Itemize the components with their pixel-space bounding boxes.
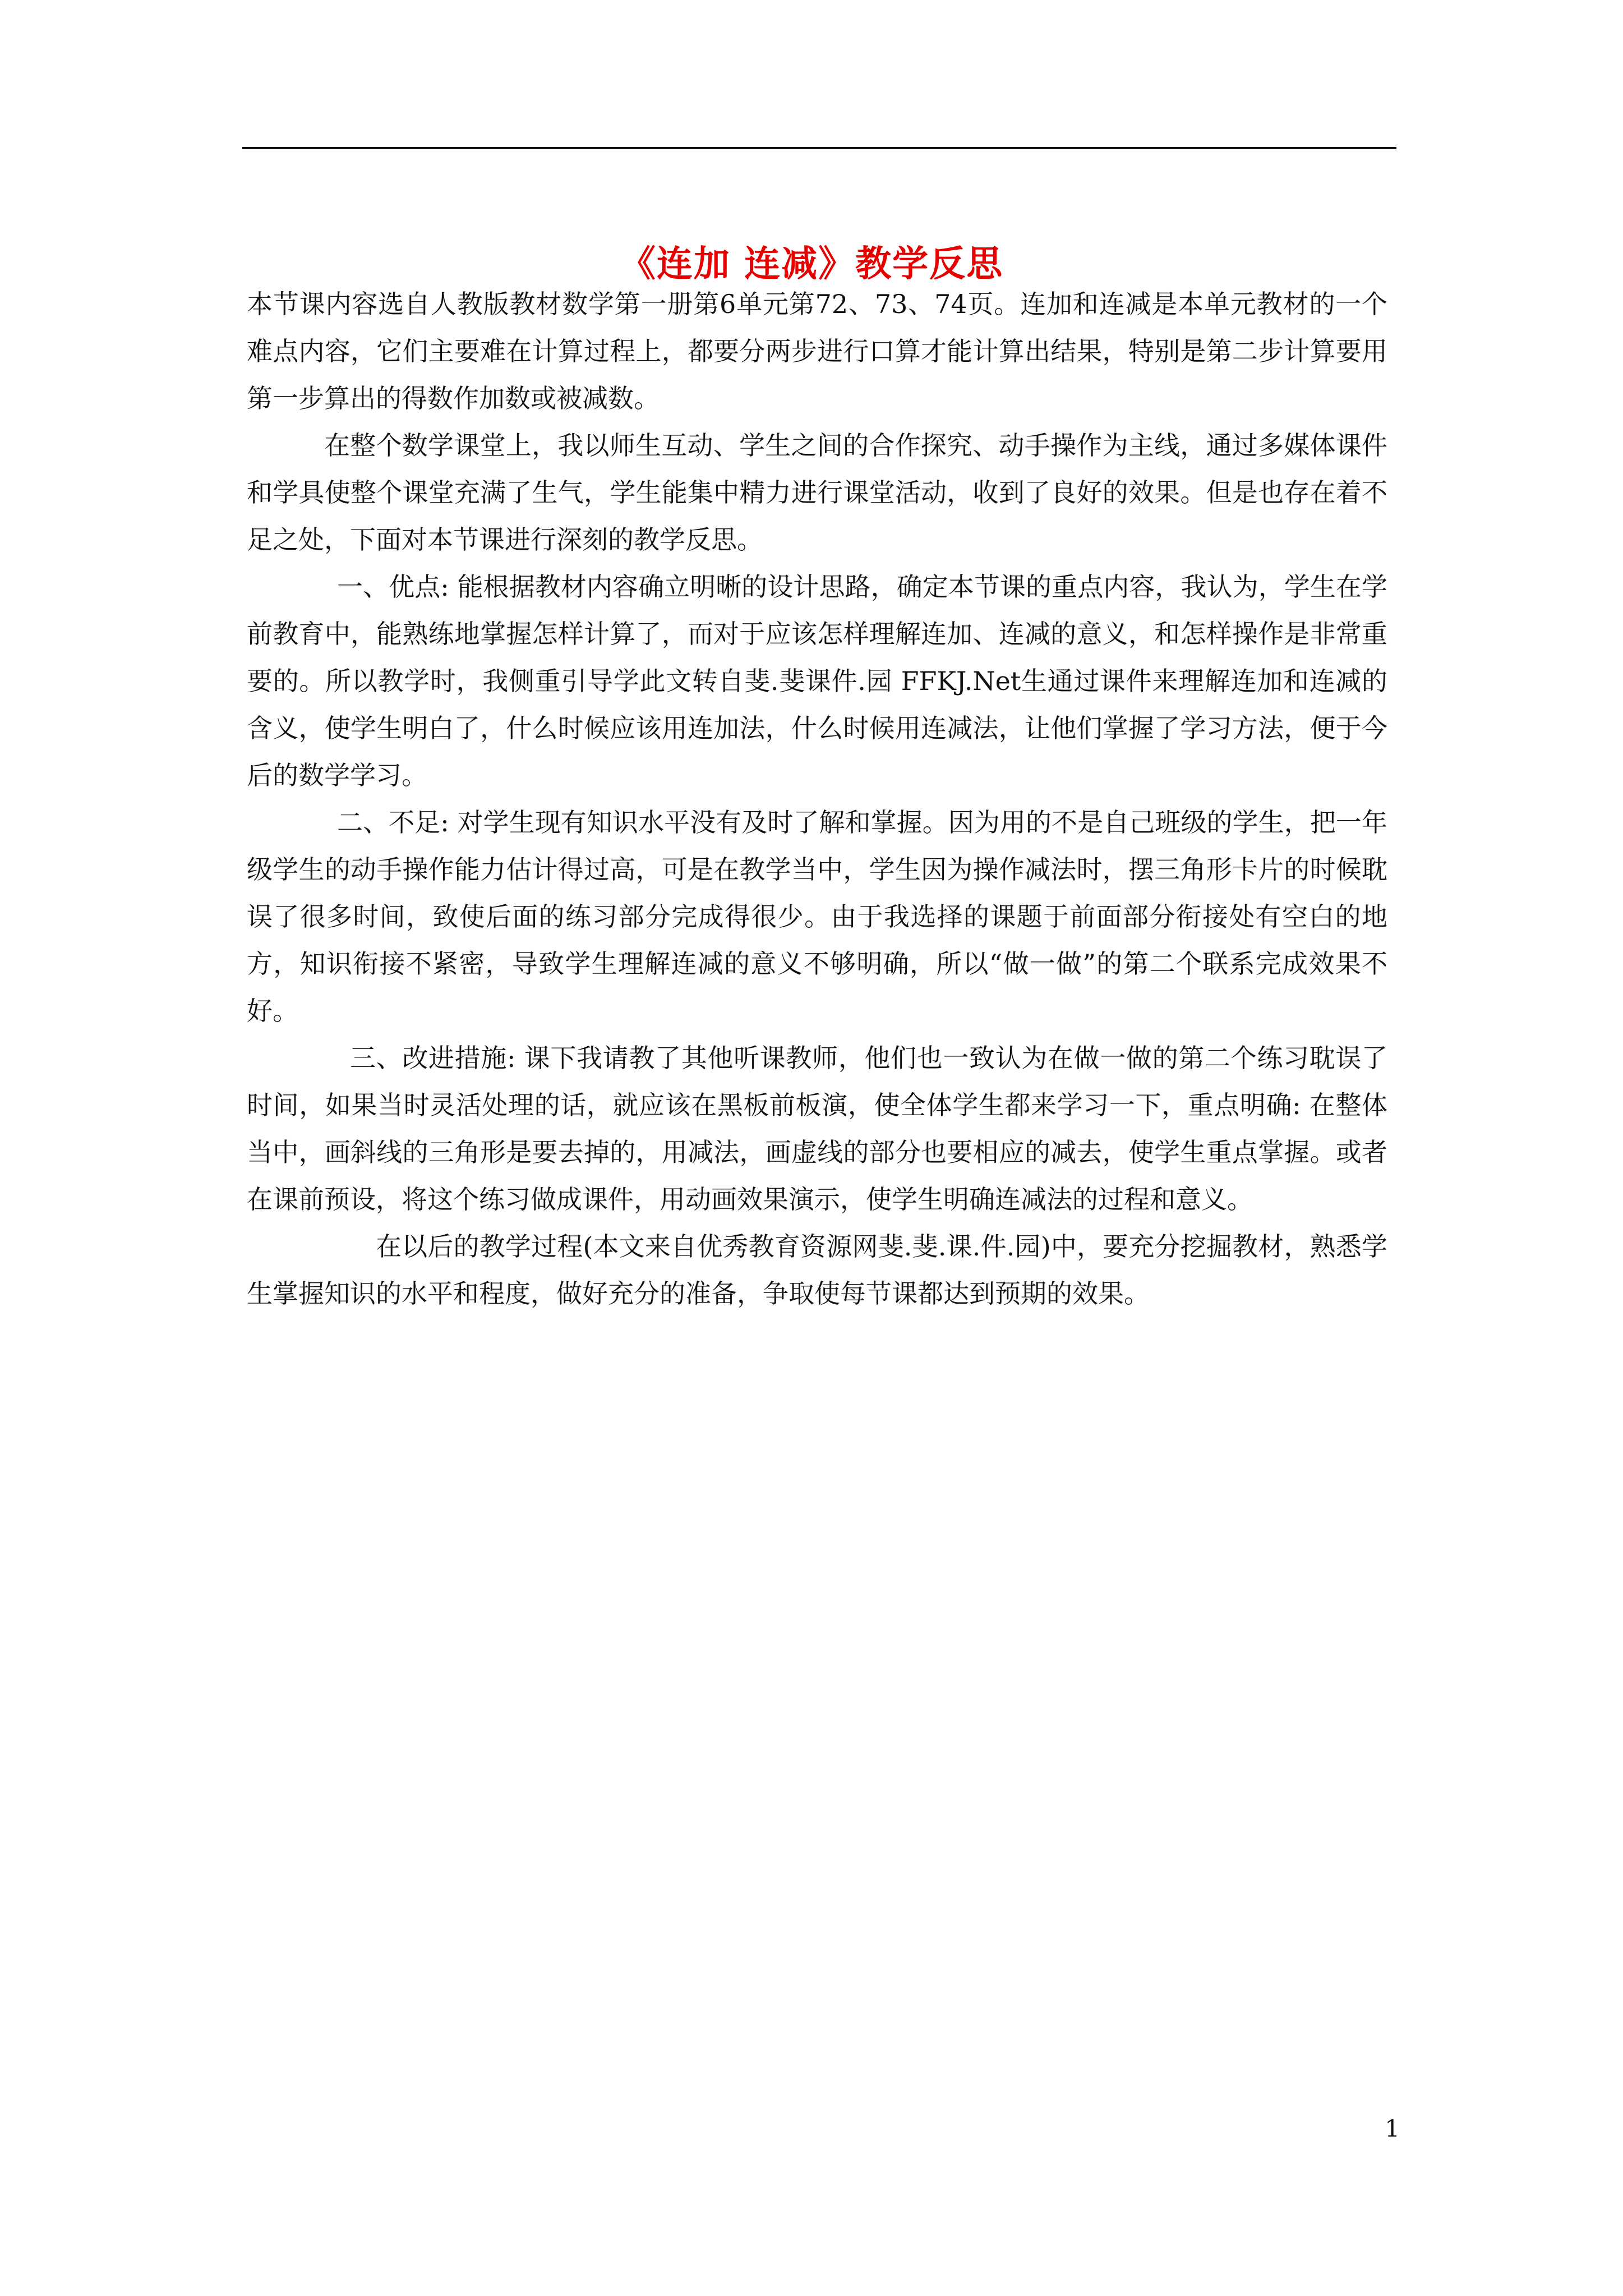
- paragraph-improvements: 三、改进措施: 课下我请教了其他听课教师，他们也一致认为在做一做的第二个练习耽误了时间，如果当时灵活处理的话，就应该在黑板前板演，使全体学生都来学习一下，重点明确: 在整体当中，画斜线的三角形是要去掉的，用减法，画虚线的部分也要相应的减去，使学生重点掌握。或者在课前预设，将这个练习做成课件，用动画效果演示，使学生明确连减法的过程和意义。: [247, 1043, 1387, 1214]
- header-rule: [242, 147, 1396, 149]
- paragraph-intro: 本节课内容选自人教版教材数学第一册第6单元第72、73、74页。连加和连减是本单元教材的一个难点内容，它们主要难在计算过程上，都要分两步进行口算才能计算出结果，特别是第二步计算要用第一步算出的得数作加数或被减数。: [247, 289, 1387, 413]
- page-number: 1: [1385, 2115, 1400, 2142]
- paragraph-overview: 在整个数学课堂上，我以师生互动、学生之间的合作探究、动手操作为主线，通过多媒体课件和学具使整个课堂充满了生气，学生能集中精力进行课堂活动，收到了良好的效果。但是也存在着不足之处，下面对本节课进行深刻的教学反思。: [247, 430, 1387, 555]
- paragraph-strengths: 一、优点: 能根据教材内容确立明晰的设计思路，确定本节课的重点内容，我认为，学生在学前教育中，能熟练地掌握怎样计算了，而对于应该怎样理解连加、连减的意义，和怎样操作是非常重要的。所以教学时，我侧重引导学此文转自斐.斐课件.园 FFKJ.Net生通过课件来理解连加和连减的含义，使学生明白了，什么时候应该用连加法，什么时候用连减法，让他们掌握了学习方法，便于今后的数学学习。: [247, 572, 1387, 790]
- paragraph-conclusion: 在以后的教学过程(本文来自优秀教育资源网斐.斐.课.件.园)中，要充分挖掘教材，熟悉学生掌握知识的水平和程度，做好充分的准备，争取使每节课都达到预期的效果。: [247, 1231, 1387, 1309]
- document-title: 《连加 连减》教学反思: [619, 242, 1004, 285]
- paragraph-shortcomings: 二、不足: 对学生现有知识水平没有及时了解和掌握。因为用的不是自己班级的学生，把一年级学生的动手操作能力估计得过高，可是在教学当中，学生因为操作减法时，摆三角形卡片的时候耽误了很多时间，致使后面的练习部分完成得很少。由于我选择的课题于前面部分衔接处有空白的地方，知识衔接不紧密，导致学生理解连减的意义不够明确，所以“做一做”的第二个联系完成效果不好。: [247, 807, 1387, 1026]
- document-body: [247, 280, 1387, 1317]
